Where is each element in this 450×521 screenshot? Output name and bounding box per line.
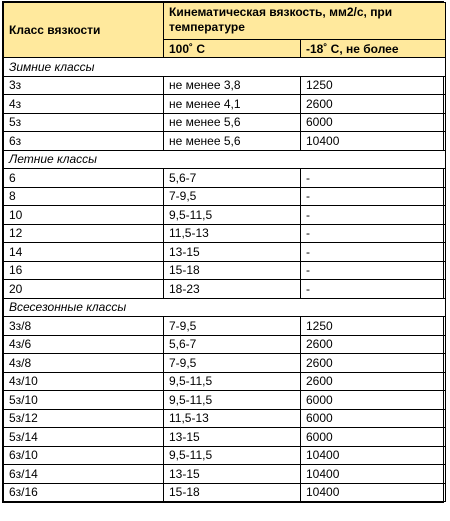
viscosity-class-cell: 14 xyxy=(4,243,164,262)
viscosity-minus18c-cell: 6000 xyxy=(301,428,446,447)
viscosity-100c-cell: 15-18 xyxy=(164,261,301,280)
viscosity-class-header: Класс вязкости xyxy=(4,3,164,58)
viscosity-100c-cell: не менее 4,1 xyxy=(164,95,301,114)
viscosity-100c-cell: 9,5-11,5 xyxy=(164,372,301,391)
viscosity-class-cell: 4з/10 xyxy=(4,372,164,391)
viscosity-minus18c-cell: 2600 xyxy=(301,335,446,354)
viscosity-class-cell: 16 xyxy=(4,261,164,280)
viscosity-100c-cell: 18-23 xyxy=(164,280,301,299)
viscosity-class-cell: 4з xyxy=(4,95,164,114)
viscosity-class-cell: 8 xyxy=(4,187,164,206)
temp-100-header: 100˚ С xyxy=(164,40,301,58)
viscosity-100c-cell: 7-9,5 xyxy=(164,187,301,206)
viscosity-minus18c-cell: - xyxy=(301,261,446,280)
viscosity-minus18c-cell: 2600 xyxy=(301,95,446,114)
viscosity-class-cell: 5з/14 xyxy=(4,428,164,447)
table-row xyxy=(4,354,446,373)
table-row xyxy=(4,465,446,484)
viscosity-minus18c-cell: 6000 xyxy=(301,113,446,132)
viscosity-class-cell: 5з xyxy=(4,113,164,132)
viscosity-minus18c-cell: - xyxy=(301,169,446,188)
viscosity-class-cell: 4з/6 xyxy=(4,335,164,354)
viscosity-minus18c-cell: 1250 xyxy=(301,317,446,336)
table-row xyxy=(4,132,446,151)
table-row xyxy=(4,372,446,391)
section-row xyxy=(4,298,446,317)
viscosity-class-cell: 6з xyxy=(4,132,164,151)
table-row xyxy=(4,335,446,354)
viscosity-minus18c-cell: 2600 xyxy=(301,372,446,391)
table-row xyxy=(4,483,446,502)
viscosity-100c-cell: 5,6-7 xyxy=(164,335,301,354)
viscosity-class-cell: 5з/10 xyxy=(4,391,164,410)
viscosity-class-cell: 6 xyxy=(4,169,164,188)
viscosity-minus18c-cell: 10400 xyxy=(301,446,446,465)
section-row xyxy=(4,150,446,169)
viscosity-100c-cell: 5,6-7 xyxy=(164,169,301,188)
viscosity-minus18c-cell: - xyxy=(301,243,446,262)
viscosity-minus18c-cell: - xyxy=(301,187,446,206)
viscosity-100c-cell: не менее 3,8 xyxy=(164,76,301,95)
viscosity-class-cell: 6з/14 xyxy=(4,465,164,484)
table-row xyxy=(4,206,446,225)
viscosity-100c-cell: 13-15 xyxy=(164,243,301,262)
viscosity-minus18c-cell: 10400 xyxy=(301,132,446,151)
table-row xyxy=(4,243,446,262)
viscosity-100c-cell: 7-9,5 xyxy=(164,354,301,373)
viscosity-minus18c-cell: 6000 xyxy=(301,409,446,428)
viscosity-100c-cell: 11,5-13 xyxy=(164,224,301,243)
table-row xyxy=(4,446,446,465)
table-row xyxy=(4,113,446,132)
table-row xyxy=(4,409,446,428)
table-row xyxy=(4,317,446,336)
section-title: Зимние классы xyxy=(4,58,446,77)
table-body xyxy=(4,58,446,502)
viscosity-100c-cell: 7-9,5 xyxy=(164,317,301,336)
viscosity-minus18c-cell: - xyxy=(301,280,446,299)
section-title: Всесезонные классы xyxy=(4,298,446,317)
viscosity-class-cell: 10 xyxy=(4,206,164,225)
viscosity-class-cell: 5з/12 xyxy=(4,409,164,428)
viscosity-100c-cell: не менее 5,6 xyxy=(164,132,301,151)
viscosity-table xyxy=(3,2,446,502)
viscosity-100c-cell: 13-15 xyxy=(164,465,301,484)
viscosity-minus18c-cell: 1250 xyxy=(301,76,446,95)
viscosity-class-cell: 3з xyxy=(4,76,164,95)
temp-minus18-header: -18˚ С, не более xyxy=(301,40,446,58)
kinematic-viscosity-header: Кинематическая вязкость, мм2/с, при температуре xyxy=(164,3,446,40)
viscosity-class-cell: 4з/8 xyxy=(4,354,164,373)
table-row xyxy=(4,224,446,243)
viscosity-class-cell: 6з/10 xyxy=(4,446,164,465)
table-row xyxy=(4,428,446,447)
viscosity-minus18c-cell: 2600 xyxy=(301,354,446,373)
viscosity-class-cell: 3з/8 xyxy=(4,317,164,336)
viscosity-minus18c-cell: 10400 xyxy=(301,483,446,502)
viscosity-minus18c-cell: - xyxy=(301,206,446,225)
viscosity-table-container xyxy=(2,1,444,503)
table-header xyxy=(4,3,446,58)
viscosity-100c-cell: 15-18 xyxy=(164,483,301,502)
viscosity-100c-cell: не менее 5,6 xyxy=(164,113,301,132)
table-row xyxy=(4,169,446,188)
viscosity-class-cell: 6з/16 xyxy=(4,483,164,502)
table-row xyxy=(4,280,446,299)
section-title: Летние классы xyxy=(4,150,446,169)
table-row xyxy=(4,187,446,206)
viscosity-100c-cell: 11,5-13 xyxy=(164,409,301,428)
viscosity-100c-cell: 9,5-11,5 xyxy=(164,391,301,410)
viscosity-100c-cell: 13-15 xyxy=(164,428,301,447)
viscosity-minus18c-cell: 10400 xyxy=(301,465,446,484)
viscosity-class-cell: 12 xyxy=(4,224,164,243)
table-row xyxy=(4,76,446,95)
viscosity-100c-cell: 9,5-11,5 xyxy=(164,206,301,225)
viscosity-minus18c-cell: 6000 xyxy=(301,391,446,410)
viscosity-minus18c-cell: - xyxy=(301,224,446,243)
viscosity-100c-cell: 9,5-11,5 xyxy=(164,446,301,465)
table-row xyxy=(4,261,446,280)
section-row xyxy=(4,58,446,77)
viscosity-class-cell: 20 xyxy=(4,280,164,299)
table-row xyxy=(4,95,446,114)
table-row xyxy=(4,391,446,410)
